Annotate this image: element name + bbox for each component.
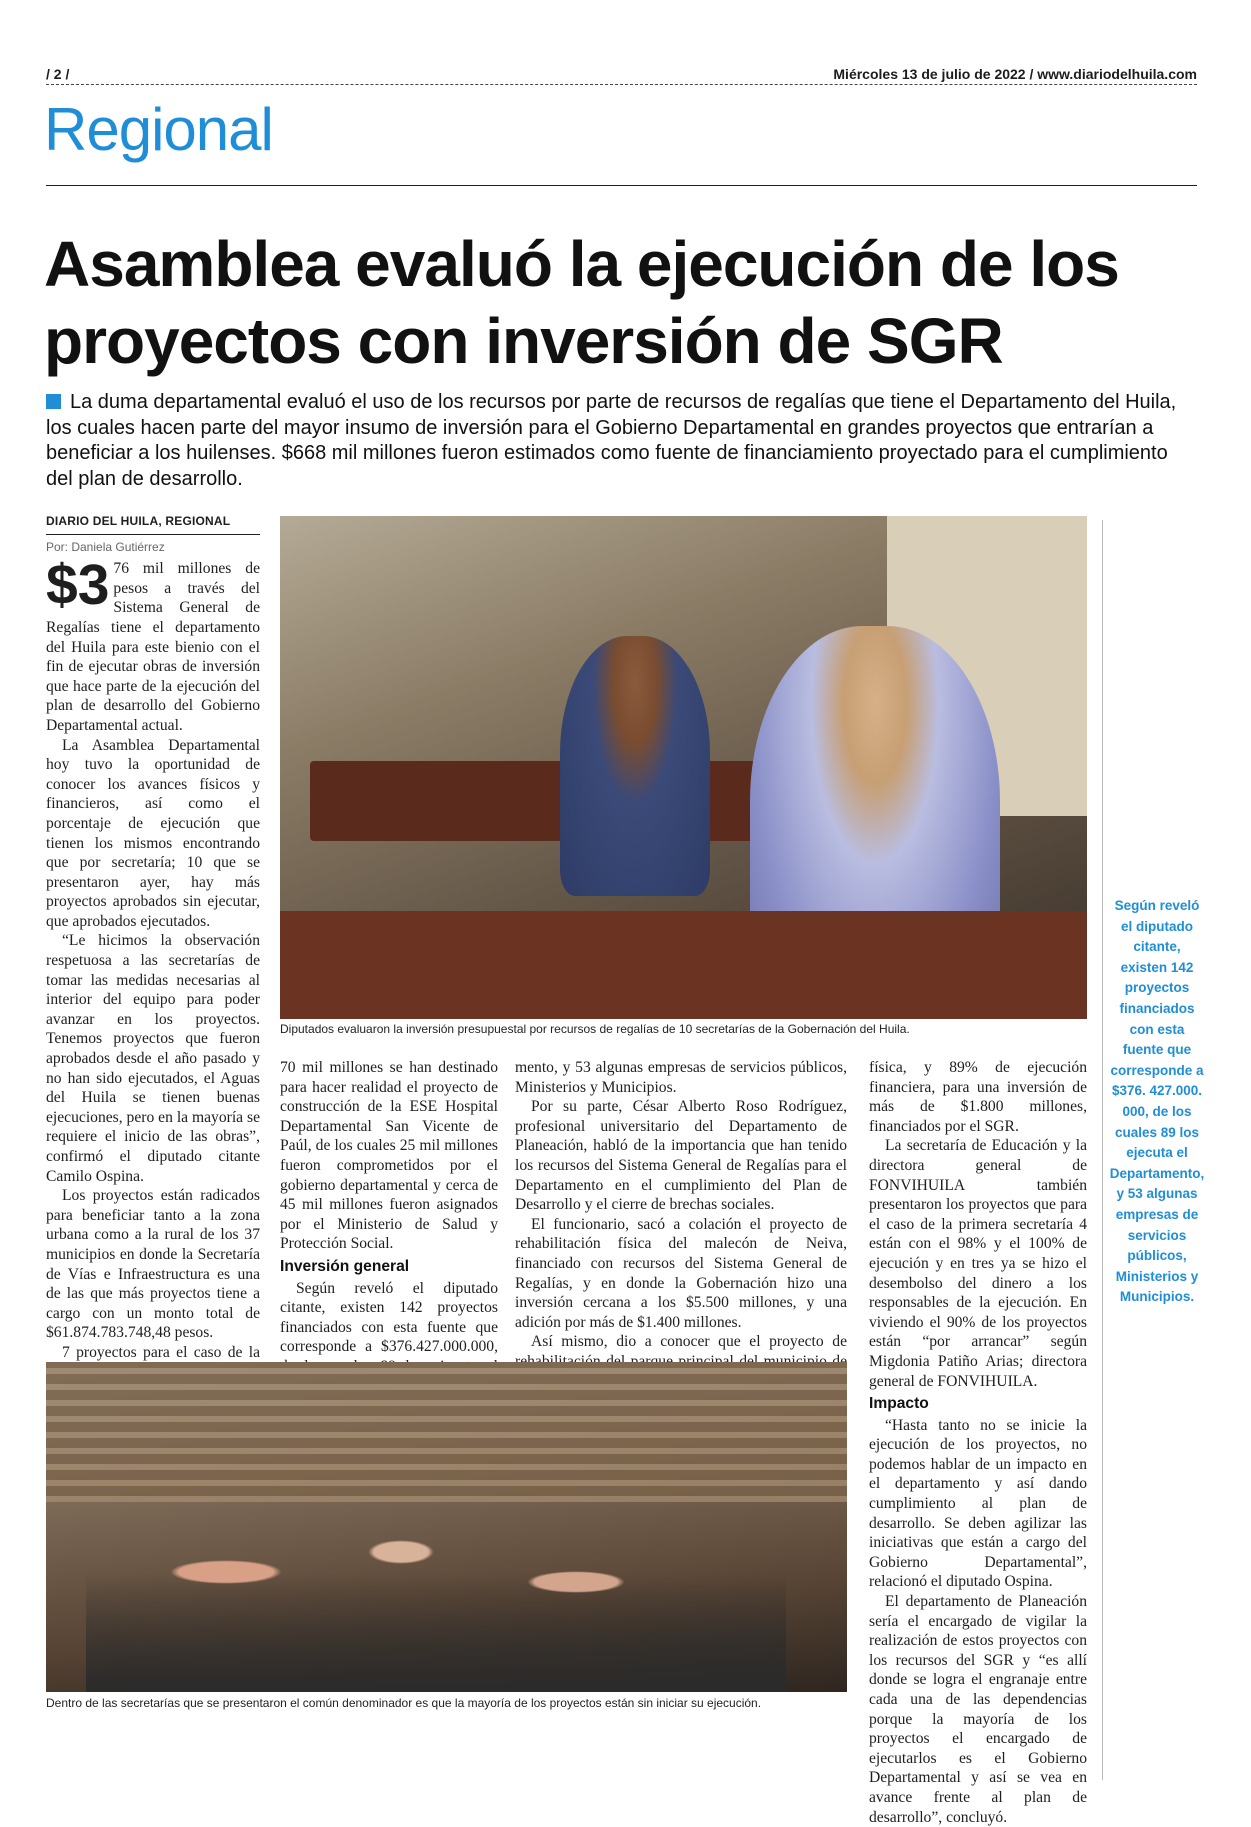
paragraph: Según reveló el diputado citante, existen 142 proyectos financiados con esta fuente que corresponde a $376.427.000.000,	[280, 1279, 498, 1356]
photo-seat-rows	[46, 1362, 847, 1502]
first-paragraph: $3 76 mil millones de pesos a través del Sistema General de Regalías tiene el departamento del Huila para este bienio con el fin de ejecutar obras de inversión que hace parte de la ejecución del plan de desarrollo del Gobierno Departamental actual.	[46, 553, 260, 734]
section-divider	[46, 185, 1197, 186]
sidebar-quote: Según reveló el diputado citante, existen 142 proyectos financiados con esta fuente que corresponde a $376. 427.000. 000, de los cuales 89 los ejecuta el Departamento, y 53 algunas empresas de servicios públicos, Ministerios y Municipios.	[1109, 898, 1205, 1305]
paragraph: La Asamblea Departamental hoy tuvo la oportunidad de conocer los avances físicos y financieros, así como el porcentaje de ejecución que tienen los mismos encontrando que por secretaría; 10 que se presentaron ayer, hay más proyectos aprobados sin ejecutar, que aprobados ejecutados.	[46, 736, 260, 930]
paragraph: 70 mil millones se han destinado para hacer realidad el proyecto de construcción de la ESE Hospital Departamental San Vicente de Paúl, de los cuales 25 mil millones fueron comprometidos por el gobierno departamental y cerca de 45 mil millones fueron asignados por el Ministerio de Salud y Protección Social.	[280, 1059, 498, 1253]
paragraph: física, y 89% de ejecución financiera, para una inversión de más de $1.800 millones, financiados por el SGR.	[869, 1059, 1087, 1135]
article-column-4	[869, 1058, 1087, 1827]
author: Por: Daniela Gutiérrez	[46, 539, 165, 554]
photo-desk	[280, 911, 1087, 1019]
article-lead	[46, 390, 1196, 492]
photo-audience	[46, 1362, 847, 1692]
paragraph: “Hasta tanto no se inicie la ejecución de los proyectos, no podemos hablar de un impacto en el departamento y así dando cumplimiento al plan de desarrollo. Se deben agilizar las iniciativas que están a cargo del Gobierno Departamental”, relacionó el diputado Ospina.	[869, 1416, 1087, 1591]
paragraph: La secretaría de Educación y la directora general de FONVIHUILA también presentaron los proyectos que para el caso de la primera secretaría 4 están con el 98% y el 100% de ejecución y en tres ya se hizo el desembolso del dinero a los responsables de la ejecución. En viviendo el 90% de los proyectos están “por arrancar” según Migdonia Patiño Arias; directora general de FONVIHUILA.	[869, 1137, 1087, 1390]
paragraph: mento, y 53 algunas empresas de servicios públicos, Ministerios y Municipios.	[515, 1059, 847, 1096]
drop-cap: $3	[46, 553, 110, 618]
section-title: Regional	[44, 96, 273, 163]
article-column-2	[280, 1058, 498, 1396]
byline: DIARIO DEL HUILA, REGIONAL	[46, 512, 260, 535]
sidebar-divider	[1102, 520, 1103, 1780]
page-number: / 2 /	[46, 66, 70, 82]
top-divider	[46, 84, 1197, 85]
lead-bullet-icon	[46, 394, 61, 409]
paragraph: 7 proyectos para el caso de la	[62, 1343, 260, 1361]
paragraph: El funcionario, sacó a colación el proyecto de rehabilitación física del malecón de Neiva, financiado con recursos del Sistema General de Regalías, y en donde la Gobernación hizo una inversión cercana a los $5.500 millones, y una adición por más de $1.400 millones.	[515, 1215, 847, 1331]
subheading: Impacto	[869, 1395, 929, 1413]
paragraph: “Le hicimos la observación respetuosa a las secretarías de tomar las medidas necesarias al interior del equipo para poder avanzar en los proyectos. Tenemos proyectos que fueron aprobados desde el año pasado y no han sido ejecutados, el Aguas del Huila se tienen buenas ejecuciones, pero en la mayoría se requiere el inicio de las obras”, confirmó el diputado citante Camilo Ospina.	[46, 932, 260, 1185]
paragraph: Así mismo, dio a conocer que el proyecto de	[531, 1333, 847, 1351]
photo-people-group	[86, 1492, 786, 1692]
article-column-3	[515, 1058, 847, 1391]
paragraph: Los proyectos están radicados para beneficiar tanto a la zona urbana como a la rural de los 37 municipios en donde la Secretaría de Vías e Infraestructura es una de las que más proyectos tiene a cargo con un monto total de $61.874.783.748,48 pesos.	[46, 1187, 260, 1342]
paragraph: Por su parte, César Alberto Roso Rodríguez, profesional universitario del Departamento de Planeación, habló de la importancia que han tenido los recursos del Sistema General de Regalías para el Departamento en el cumplimiento del Plan de Desarrollo y el cierre de brechas sociales.	[515, 1098, 847, 1214]
dateline: Miércoles 13 de julio de 2022 / www.diariodelhuila.com	[833, 66, 1197, 82]
paragraph: El departamento de Planeación sería el encargado de vigilar la realización de estos proyectos con los recursos del SGR y “es allí donde se logra el engranaje entre cada una de las dependencias porque la mayoría de los proyectos el encargado de ejecutarlos es el Gobierno Departamental y así se vea en avance frente al plan de desarrollo”, concluyó.	[869, 1593, 1087, 1826]
lead-text: La duma departamental evaluó el uso de los recursos por parte de recursos de regalías que tiene el Departamento del Huila, los cuales hacen parte del mayor insumo de inversión para el Gobierno Departamental en grandes proyectos que entrarían a beneficiar a los huilenses. $668 mil millones fueron estimados como fuente de financiamiento proyectado para el cumplimiento del plan de desarrollo.	[46, 391, 1177, 490]
photo-caption: Dentro de las secretarías que se presentaron el común denominador es que la mayoría de los proyectos están sin iniciar su ejecución.	[46, 1696, 762, 1710]
article-headline: Asamblea evaluó la ejecución de los proyectos con inversión de SGR	[44, 228, 1119, 377]
photo-assembly-deputies	[280, 516, 1087, 1019]
photo-caption: Diputados evaluaron la inversión presupuestal por recursos de regalías de 10 secretarías de la Gobernación del Huila.	[280, 1022, 910, 1036]
photo-person	[560, 636, 710, 896]
subheading: Inversión general	[280, 1257, 410, 1275]
